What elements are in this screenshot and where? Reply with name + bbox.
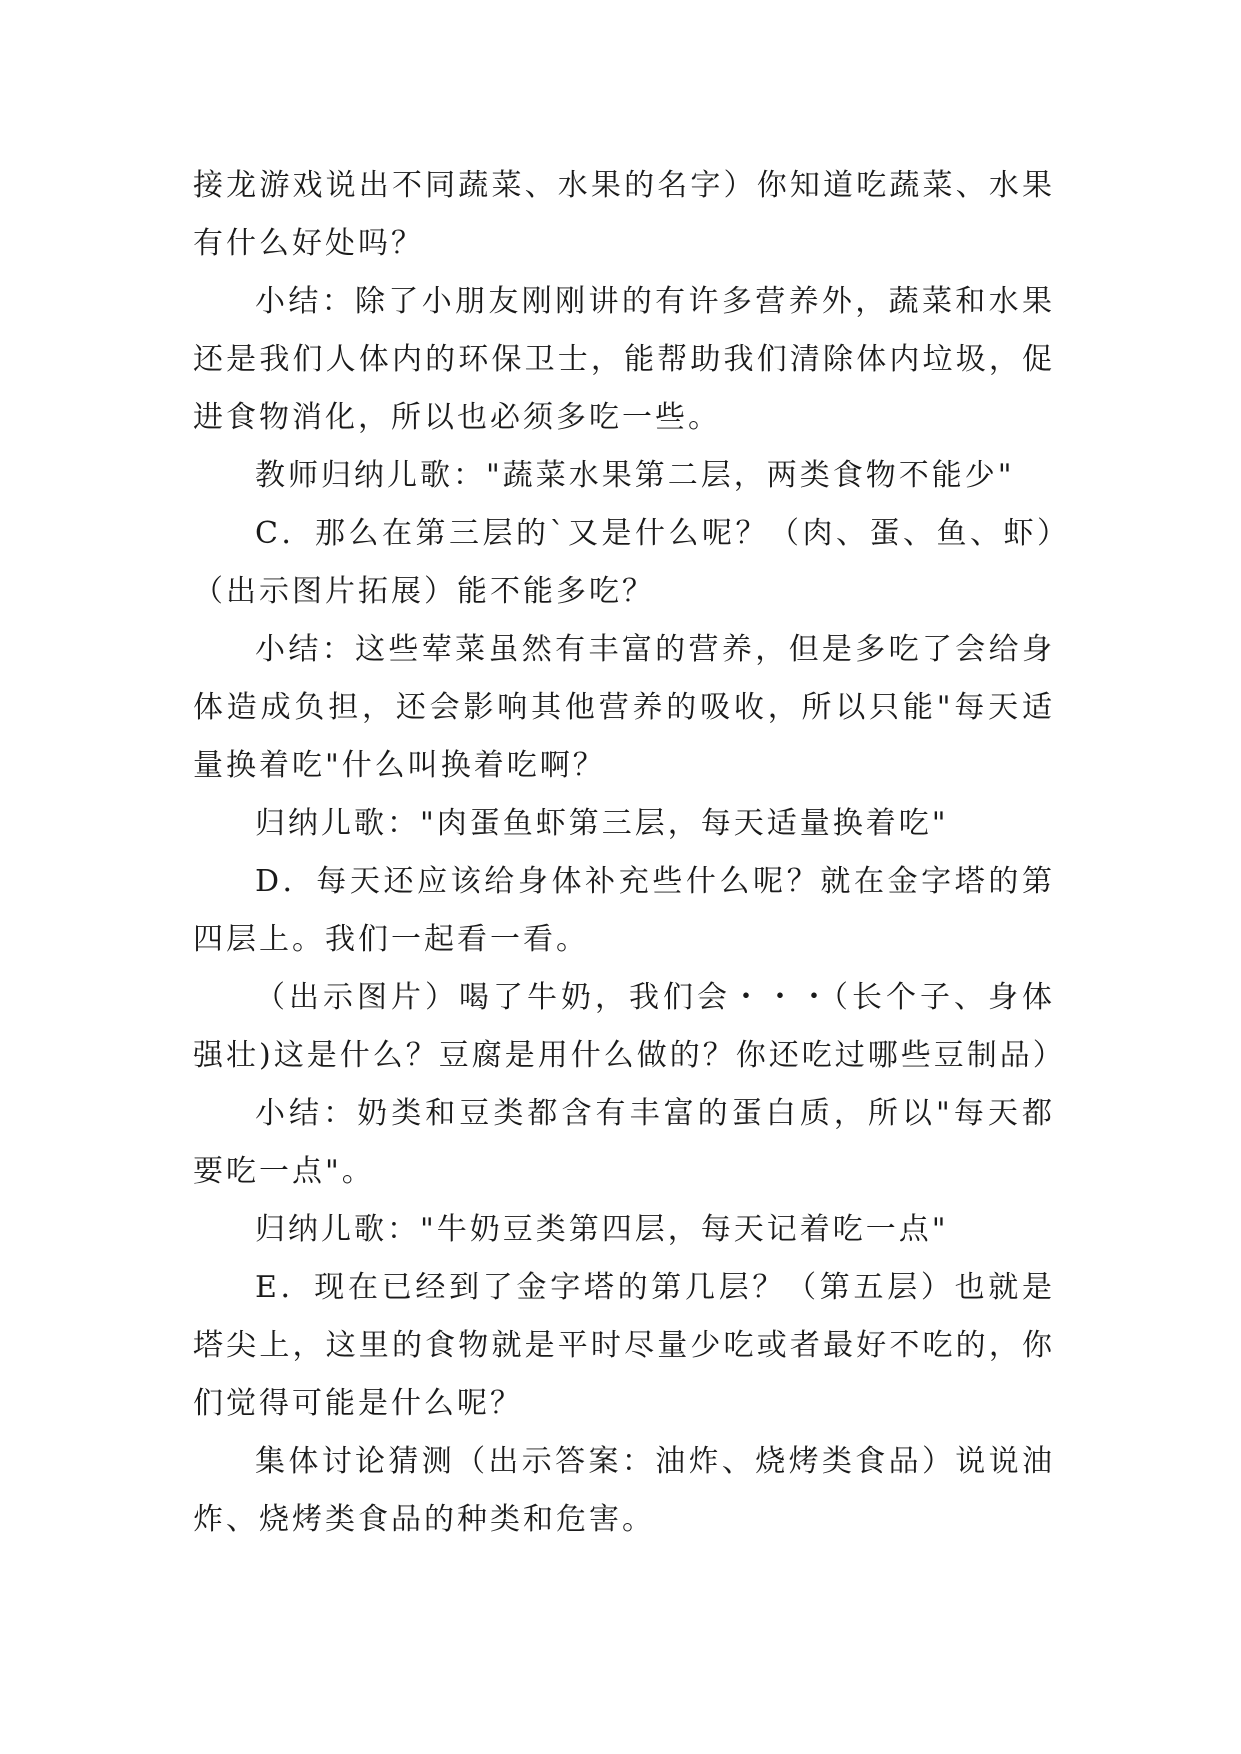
paragraph-4: C．那么在第三层的`又是什么呢？（肉、蛋、鱼、虾）（出示图片拓展）能不能多吃？	[193, 516, 1055, 609]
paragraph-7: D．每天还应该给身体补充些什么呢？就在金字塔的第四层上。我们一起看一看。	[193, 864, 1055, 957]
paragraph-3: 教师归纳儿歌："蔬菜水果第二层，两类食物不能少"	[255, 458, 1015, 493]
paragraph-10: 归纳儿歌："牛奶豆类第四层，每天记着吃一点"	[255, 1212, 949, 1247]
paragraph-1: 接龙游戏说出不同蔬菜、水果的名字）你知道吃蔬菜、水果有什么好处吗？	[193, 168, 1055, 261]
paragraph-8: （出示图片）喝了牛奶，我们会・・・（长个子、身体强壮)这是什么？豆腐是用什么做的？你还吃过哪些豆制品）	[193, 980, 1066, 1073]
paragraph-6: 归纳儿歌："肉蛋鱼虾第三层，每天适量换着吃"	[255, 806, 949, 841]
paragraph-5: 小结：这些荤菜虽然有丰富的营养，但是多吃了会给身体造成负担，还会影响其他营养的吸收，所以只能"每天适量换着吃"什么叫换着吃啊？	[193, 632, 1055, 783]
paragraph-12: 集体讨论猜测（出示答案：油炸、烧烤类食品）说说油炸、烧烤类食品的种类和危害。	[193, 1444, 1055, 1537]
document-body	[193, 157, 1066, 1549]
paragraph-9: 小结：奶类和豆类都含有丰富的蛋白质，所以"每天都要吃一点"。	[193, 1096, 1055, 1189]
paragraph-2: 小结：除了小朋友刚刚讲的有许多营养外，蔬菜和水果还是我们人体内的环保卫士，能帮助我们清除体内垃圾，促进食物消化，所以也必须多吃一些。	[193, 284, 1055, 435]
paragraph-11: E．现在已经到了金字塔的第几层？（第五层）也就是塔尖上，这里的食物就是平时尽量少吃或者最好不吃的，你们觉得可能是什么呢？	[193, 1270, 1055, 1421]
